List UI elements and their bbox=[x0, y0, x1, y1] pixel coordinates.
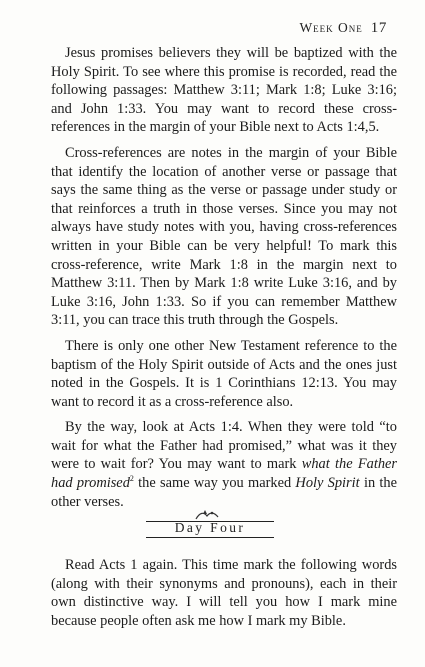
section-heading-day-four: Day Four bbox=[174, 520, 246, 535]
italic-holy-spirit: Holy Spirit bbox=[295, 475, 360, 492]
acts-text-after: in the other verses. bbox=[51, 475, 397, 510]
paragraph-read-acts: Read Acts 1 again. This time mark the following words (along with their synonyms and pronouns), each in their own distinctive way. I will tell you how I mark mine because people often ask me how I mark my Bible. bbox=[51, 557, 397, 629]
week-label: Week One bbox=[299, 20, 363, 35]
page-number: 17 bbox=[370, 20, 387, 36]
section-divider bbox=[146, 505, 274, 537]
paragraph-acts-1-4 bbox=[51, 418, 397, 511]
body-text bbox=[51, 44, 397, 511]
acts-text-before: By the way, look at Acts 1:4. When they were told “to wait for what the Father had promised,” what was it they were to wait for? You may want to mark bbox=[51, 419, 397, 473]
paragraph-corinthians: There is only one other New Testament reference to the baptism of the Holy Spirit outside of Acts and the ones just noted in the Gospels. It is 1 Corinthians 12:13. You may want to record it as a cross-reference also. bbox=[51, 337, 397, 410]
paragraph-promise: Jesus promises believers they will be baptized with the Holy Spirit. To see where this promise is recorded, read the following passages: Matthew 3:11; Mark 1:8; Luke 3:16; and John 1:33. You may want to record these cross-references in the margin of your Bible next to Acts 1:4,5. bbox=[51, 45, 397, 136]
paragraph-cross-references: Cross-references are notes in the margin of your Bible that identify the location of another verse or passage that says the same thing as the verse or passage under study or that reinforces a truth in those verses. Since you may not always have study notes with you, having cross-references written in your Bible can be very helpful! To mark this cross-reference, write Mark 1:8 in the margin next to Matthew 3:11. Then by Mark 1:8 write Luke 3:16, and by Luke 3:16, John 1:33. So if you can remember Matthew 3:11, you can trace this truth through the Gospels. bbox=[51, 144, 397, 329]
acts-text-middle: the same way you marked bbox=[133, 475, 296, 492]
italic-father-promised: what the Father had promised bbox=[51, 456, 398, 492]
running-head bbox=[299, 20, 387, 37]
day-four-text bbox=[51, 556, 397, 630]
footnote-marker: 2 bbox=[129, 474, 134, 484]
